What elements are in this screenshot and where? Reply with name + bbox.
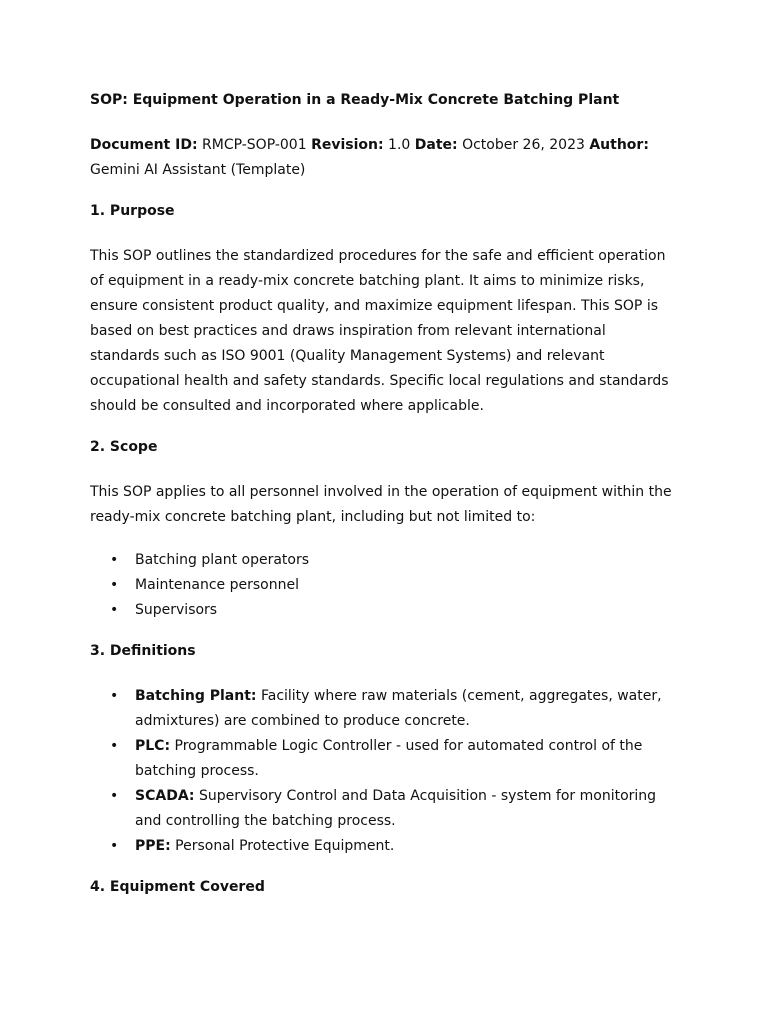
bullet-icon: •: [110, 552, 119, 568]
scope-text: This SOP applies to all personnel involved in the operation of equipment within the ready-mix concrete batching plant, including but not limited to:: [90, 484, 672, 525]
revision-label: Revision:: [311, 137, 384, 153]
definitions-heading: 3. Definitions: [90, 643, 196, 659]
definition-text: Supervisory Control and Data Acquisition - system for monitoring and controlling the batching process.: [135, 788, 657, 829]
list-item: [90, 684, 678, 734]
definition-text: Programmable Logic Controller - used for automated control of the batching process.: [135, 738, 643, 779]
list-item: [90, 548, 678, 573]
scope-item-text: Supervisors: [135, 602, 218, 618]
definition-text: Facility where raw materials (cement, aggregates, water, admixtures) are combined to produce concrete.: [135, 688, 662, 729]
author-label: Author:: [589, 137, 649, 153]
definition-term: SCADA:: [135, 788, 195, 804]
list-item: [90, 573, 678, 598]
document-title: SOP: Equipment Operation in a Ready-Mix Concrete Batching Plant: [90, 92, 620, 108]
definition-term: PLC:: [135, 738, 171, 754]
bullet-icon: •: [110, 788, 119, 804]
bullet-icon: •: [110, 838, 119, 854]
purpose-text: This SOP outlines the standardized procedures for the safe and efficient operation of equipment in a ready-mix concrete batching plant. It aims to minimize risks, ensure consistent product quality, and maximize equipment lifespan. This SOP is based on best practices and draws inspiration from relevant international standards such as ISO 9001 (Quality Management Systems) and relevant occupational health and safety standards. Specific local regulations and standards should be consulted and incorporated where applicable.: [90, 248, 669, 414]
definitions-list: [90, 684, 678, 859]
author-value: Gemini AI Assistant (Template): [90, 162, 306, 178]
scope-item-text: Maintenance personnel: [135, 577, 299, 593]
definition-term: PPE:: [135, 838, 171, 854]
date-label: Date:: [414, 137, 458, 153]
list-item: [90, 784, 678, 834]
document-meta: [90, 133, 678, 183]
definition-term: Batching Plant:: [135, 688, 257, 704]
bullet-icon: •: [110, 577, 119, 593]
equipment-heading: 4. Equipment Covered: [90, 879, 265, 895]
scope-list: [90, 548, 678, 623]
definition-text: Personal Protective Equipment.: [175, 838, 395, 854]
revision-value: 1.0: [388, 137, 411, 153]
doc-id-value: RMCP-SOP-001: [202, 137, 307, 153]
bullet-icon: •: [110, 738, 119, 754]
date-value: October 26, 2023: [462, 137, 585, 153]
list-item: [90, 734, 678, 784]
doc-id-label: Document ID:: [90, 137, 198, 153]
bullet-icon: •: [110, 688, 119, 704]
scope-item-text: Batching plant operators: [135, 552, 310, 568]
list-item: [90, 834, 678, 859]
list-item: [90, 598, 678, 623]
bullet-icon: •: [110, 602, 119, 618]
scope-heading: 2. Scope: [90, 439, 158, 455]
purpose-heading: 1. Purpose: [90, 203, 175, 219]
